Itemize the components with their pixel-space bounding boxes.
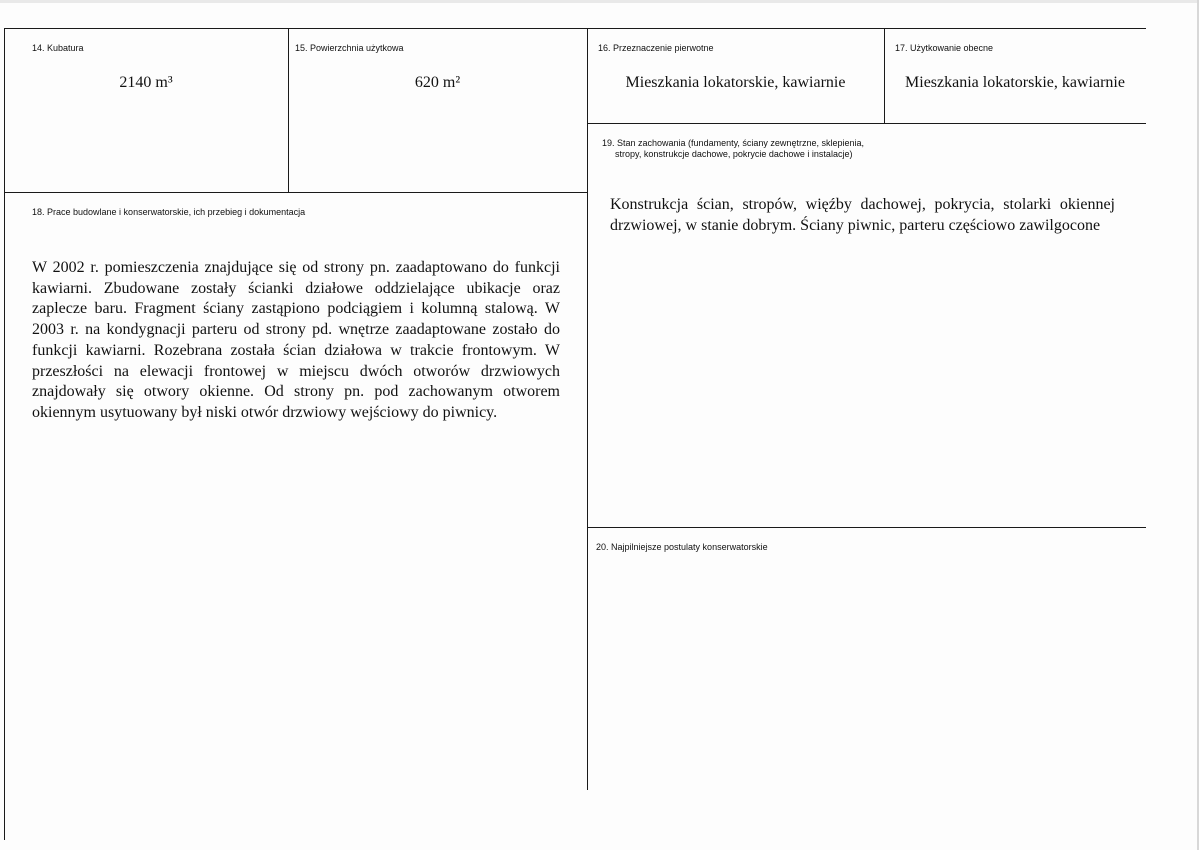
powierzchnia-label: 15. Powierzchnia użytkowa <box>295 43 404 53</box>
kubatura-label: 14. Kubatura <box>32 43 84 53</box>
rule-row1-right <box>587 123 1146 124</box>
stan-text: Konstrukcja ścian, stropów, więźby dachowej, pokrycia, stolarki okiennej drzwiowej, w stanie dobrym. Ściany piwnic, parteru częściowo zawilgocone <box>610 196 1115 234</box>
prace-label: 18. Prace budowlane i konserwatorskie, ich przebieg i dokumentacja <box>32 207 306 217</box>
przeznaczenie-value: Mieszkania lokatorskie, kawiarnie <box>625 74 846 91</box>
uzytkowanie-value: Mieszkania lokatorskie, kawiarnie <box>905 74 1125 91</box>
rule-top <box>4 28 1146 29</box>
powierzchnia-value: 620 m² <box>414 74 461 91</box>
scan-edge-top <box>0 0 1199 3</box>
stan-label-line2: stropy, konstrukcje dachowe, pokrycie dachowe i instalacje) <box>615 149 853 159</box>
postulaty-label: 20. Najpilniejsze postulaty konserwatorskie <box>596 542 768 552</box>
stan-label-line1: 19. Stan zachowania (fundamenty, ściany zewnętrzne, sklepienia, <box>602 138 864 148</box>
rule-row2-left <box>4 192 587 193</box>
kubatura-value: 2140 m³ <box>119 74 173 91</box>
prace-text: W 2002 r. pomieszczenia znajdujące się od strony pn. zaadaptowano do funkcji kawiarni. Zbudowane zostały ścianki działowe oddzielające ubikacje oraz zaplecze baru. Fragment ściany zastąpiono podciągiem i kolumną stalową. W 2003 r. na kondygnacji parteru od strony pd. wnętrze zaadaptowane zostało do funkcji kawiarni. Rozebrana została ścian działowa w trakcie frontowym. W przeszłości na elewacji frontowej w miejscu dwóch otworów drzwiowych znajdowały się otwory okienne. Od strony pn. pod zachowanym otworem okiennym usytuowany był niski otwór drzwiowy wejściowy do piwnicy. <box>32 259 560 421</box>
przeznaczenie-label: 16. Przeznaczenie pierwotne <box>598 43 714 53</box>
rule-row3-right <box>587 527 1146 528</box>
rule-left-edge <box>4 28 5 840</box>
rule-center <box>587 28 588 790</box>
rule-col-14-15 <box>288 28 289 192</box>
uzytkowanie-label: 17. Użytkowanie obecne <box>895 43 994 53</box>
stan-label <box>602 138 932 160</box>
